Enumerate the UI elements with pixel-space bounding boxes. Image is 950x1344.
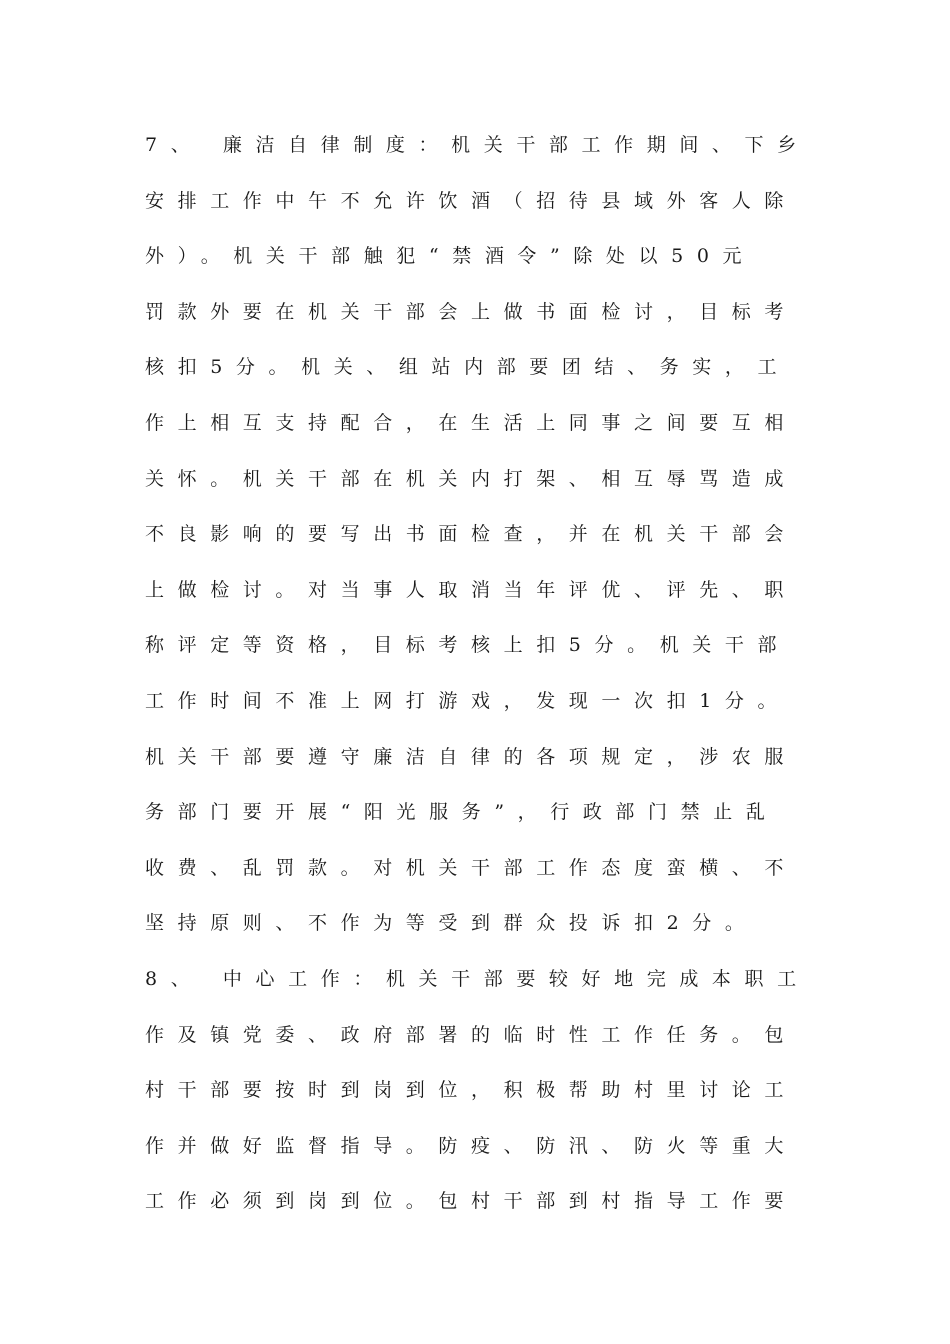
text-line: 工作必须到岗到位。包村干部到村指导工作要 <box>145 1190 798 1213</box>
text-line: 罚款外要在机关干部会上做书面检讨，目标考 <box>145 300 798 323</box>
text-line: 7、 廉洁自律制度：机关干部工作期间、下乡 <box>145 134 810 156</box>
text-line: 关怀。机关干部在机关内打架、相互辱骂造成 <box>145 467 798 490</box>
text-line: 机关干部要遵守廉洁自律的各项规定，涉农服 <box>145 745 798 768</box>
text-line: 坚持原则、不作为等受到群众投诉扣2分。 <box>145 912 758 935</box>
text-line: 作及镇党委、政府部署的临时性工作任务。包 <box>145 1023 798 1046</box>
text-line: 不良影响的要写出书面检查，并在机关干部会 <box>145 523 798 546</box>
text-line: 8、 中心工作：机关干部要较好地完成本职工 <box>145 967 810 990</box>
text-line: 务部门要开展“阳光服务”，行政部门禁止乱 <box>145 801 779 824</box>
text-line: 收费、乱罚款。对机关干部工作态度蛮横、不 <box>145 856 798 879</box>
text-line: 作并做好监督指导。防疫、防汛、防火等重大 <box>145 1134 798 1157</box>
text-line: 工作时间不准上网打游戏，发现一次扣1分。 <box>145 689 791 712</box>
text-line: 上做检讨。对当事人取消当年评优、评先、职 <box>145 578 798 601</box>
text-line: 外）。机关干部触犯“禁酒令”除处以50元 <box>145 245 756 268</box>
text-line: 核扣5分。机关、组站内部要团结、务实，工 <box>145 356 791 379</box>
body-text <box>145 118 825 1230</box>
text-line: 安排工作中午不允许饮酒（招待县域外客人除 <box>145 189 798 212</box>
text-line: 村干部要按时到岗到位，积极帮助村里讨论工 <box>145 1079 798 1102</box>
text-line: 作上相互支持配合，在生活上同事之间要互相 <box>145 411 798 434</box>
text-line: 称评定等资格，目标考核上扣5分。机关干部 <box>145 634 791 657</box>
